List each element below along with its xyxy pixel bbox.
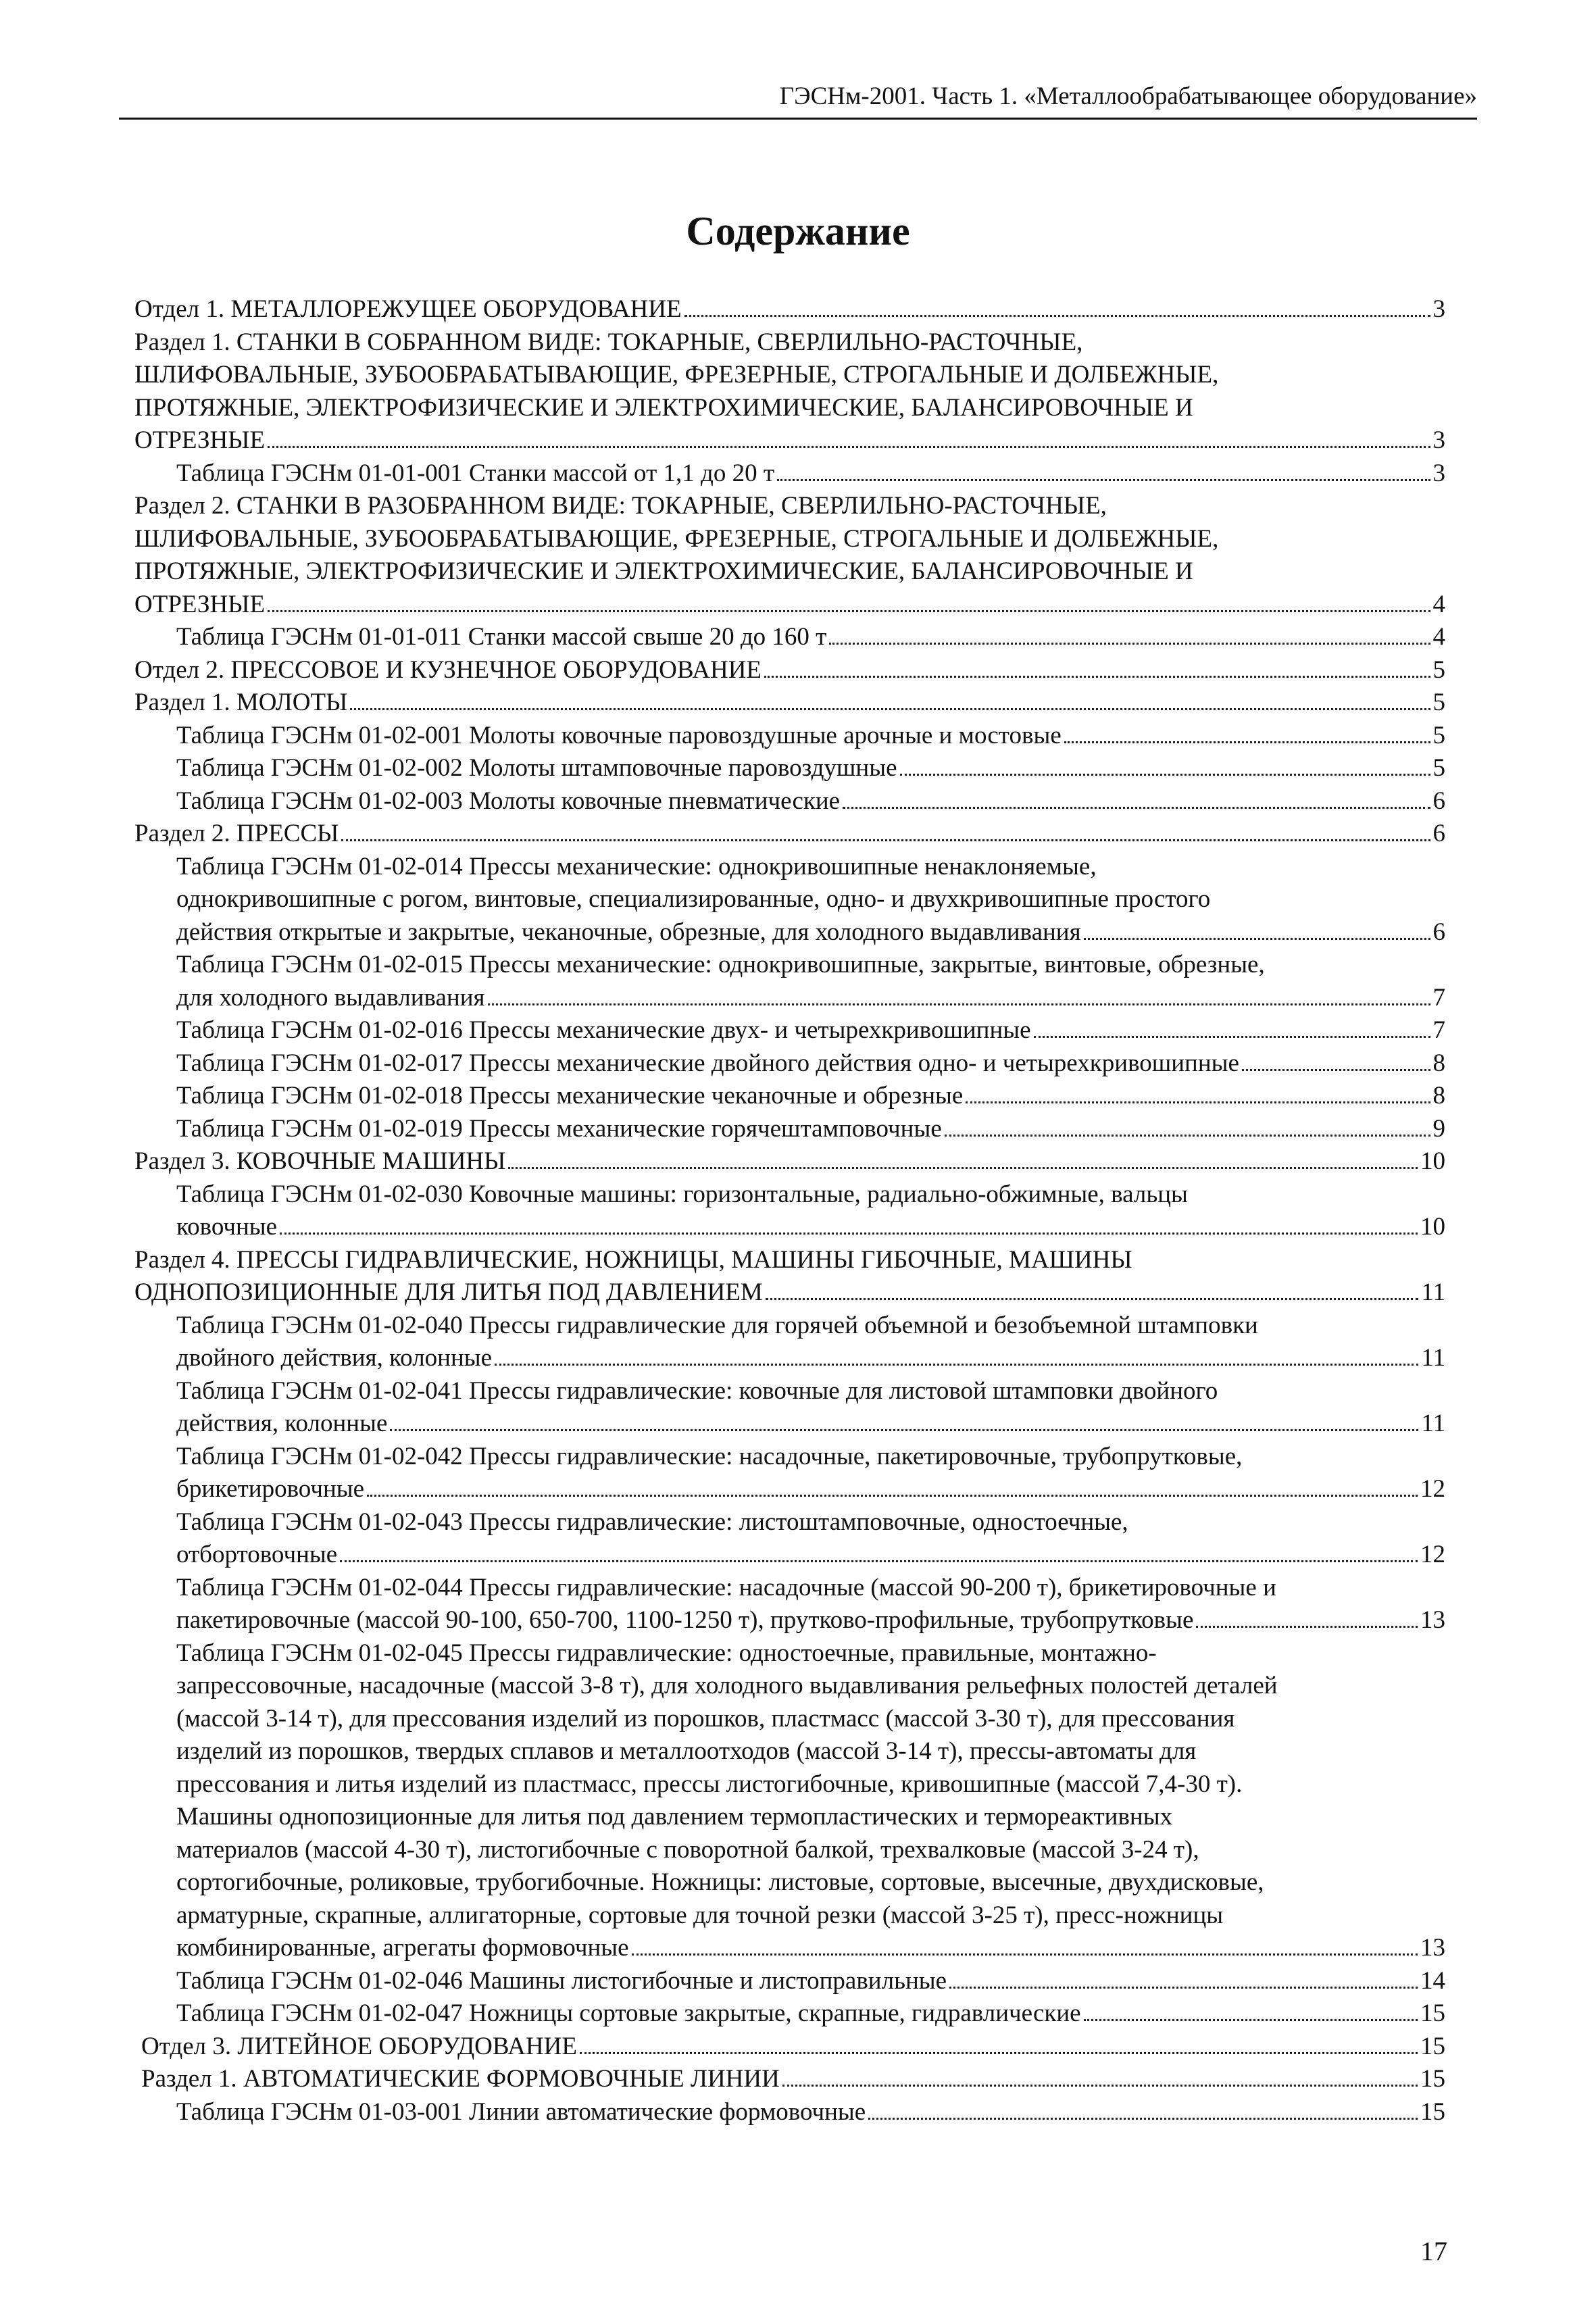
toc-entry-last-line xyxy=(176,1080,1445,1113)
toc-entry-line: Таблица ГЭСНм 01-02-042 Прессы гидравлические: насадочные, пакетировочные, трубопрутковые, xyxy=(176,1442,1243,1470)
toc-entry-line: Таблица ГЭСНм 01-02-014 Прессы механические: однокривошипные ненаклоняемые, xyxy=(176,852,1097,880)
toc-entry-last-line xyxy=(176,1997,1445,2031)
toc-entry[interactable] xyxy=(134,490,1445,621)
toc-page-number: 8 xyxy=(1432,1049,1445,1077)
toc-page-number: 15 xyxy=(1420,2065,1445,2093)
toc-entry-last-line xyxy=(176,621,1445,654)
toc-entry-line: изделий из порошков, твердых сплавов и металлоотходов (массой 3-14 т), прессы-автоматы для xyxy=(176,1737,1197,1765)
toc-entry-last-line xyxy=(176,1342,1445,1375)
dot-leader xyxy=(966,1101,1430,1103)
toc-entry-last-line xyxy=(134,687,1445,720)
toc-page-number: 6 xyxy=(1432,918,1445,946)
dot-leader xyxy=(268,446,1430,448)
toc-entry-line: Раздел 1. АВТОМАТИЧЕСКИЕ ФОРМОВОЧНЫЕ ЛИНИИ xyxy=(141,2065,780,2093)
toc-entry-last-line xyxy=(176,1965,1445,1998)
toc-entry-last-line xyxy=(176,1211,1445,1244)
toc-entry-line: Таблица ГЭСНм 01-02-016 Прессы механические двух- и четырехкривошипные xyxy=(176,1016,1031,1044)
toc-page-number: 6 xyxy=(1432,820,1445,847)
toc-entry-line: отбортовочные xyxy=(176,1541,338,1568)
toc-entry[interactable] xyxy=(134,949,1445,1014)
toc-entry-line: ОТРЕЗНЫЕ xyxy=(134,426,266,454)
toc-entry[interactable] xyxy=(134,1014,1445,1047)
toc-page-number: 15 xyxy=(1420,2032,1445,2060)
toc-entry-line: Таблица ГЭСНм 01-02-002 Молоты штамповочные паровоздушные xyxy=(176,754,897,782)
toc-entry-line: прессования и литья изделий из пластмасс, прессы листогибочные, кривошипные (массой 7,4-30 т). xyxy=(176,1770,1243,1798)
toc-entry-line: ПРОТЯЖНЫЕ, ЭЛЕКТРОФИЗИЧЕСКИЕ И ЭЛЕКТРОХИМИЧЕСКИЕ, БАЛАНСИРОВОЧНЫЕ И xyxy=(134,393,1193,422)
toc-entry[interactable] xyxy=(134,326,1445,457)
toc-entry-last-line xyxy=(176,1113,1445,1146)
toc-entry-line: Раздел 2. СТАНКИ В РАЗОБРАННОМ ВИДЕ: ТОКАРНЫЕ, СВЕРЛИЛЬНО-РАСТОЧНЫЕ, xyxy=(134,492,1107,520)
toc-entry-line: Таблица ГЭСНм 01-03-001 Линии автоматические формовочные xyxy=(176,2097,866,2126)
toc-entry-line: запрессовочные, насадочные (массой 3-8 т), для холодного выдавливания рельефных полостей деталей xyxy=(176,1672,1278,1699)
toc-entry-last-line xyxy=(134,818,1445,851)
toc-entry-last-line xyxy=(176,1014,1445,1047)
running-header: ГЭСНм-2001. Часть 1. «Металлообрабатывающее оборудование» xyxy=(119,80,1477,120)
toc-entry-last-line xyxy=(176,2096,1445,2129)
toc-entry-line: Машины однопозиционные для литья под давлением термопластических и термореактивных xyxy=(176,1803,1173,1831)
toc-entry-line: Таблица ГЭСНм 01-01-001 Станки массой от 1,1 до 20 т xyxy=(176,459,774,487)
dot-leader xyxy=(766,1298,1419,1300)
toc-entry[interactable] xyxy=(134,752,1445,785)
toc-entry[interactable] xyxy=(134,1178,1445,1244)
dot-leader xyxy=(367,1495,1418,1497)
toc-entry-line: Отдел 3. ЛИТЕЙНОЕ ОБОРУДОВАНИЕ xyxy=(141,2032,578,2060)
toc-entry-line: Таблица ГЭСНм 01-02-019 Прессы механические горячештамповочные xyxy=(176,1114,942,1143)
dot-leader xyxy=(829,643,1430,645)
toc-entry[interactable] xyxy=(134,654,1445,687)
dot-leader xyxy=(900,774,1430,776)
dot-leader xyxy=(1064,741,1430,743)
toc-page-number: 9 xyxy=(1432,1114,1445,1143)
toc-page-number: 7 xyxy=(1432,1016,1445,1044)
toc-entry-last-line xyxy=(176,1539,1445,1572)
toc-entry-line: Таблица ГЭСНм 01-02-040 Прессы гидравлические для горячей объемной и безобъемной штамповки xyxy=(176,1311,1258,1339)
toc-entry-line: Таблица ГЭСНм 01-02-043 Прессы гидравлические: листоштамповочные, одностоечные, xyxy=(176,1508,1128,1536)
toc-page-number: 5 xyxy=(1432,754,1445,782)
toc-page-number: 15 xyxy=(1420,2097,1445,2126)
dot-leader xyxy=(1196,1626,1418,1628)
toc-entry[interactable] xyxy=(134,2031,1445,2064)
toc-entry[interactable] xyxy=(134,720,1445,753)
toc-page-number: 14 xyxy=(1420,1966,1445,1995)
toc-entry-line: Таблица ГЭСНм 01-02-045 Прессы гидравлические: одностоечные, правильные, монтажно- xyxy=(176,1639,1157,1667)
dot-leader xyxy=(580,2052,1418,2054)
toc-page-number: 5 xyxy=(1432,655,1445,684)
toc-entry[interactable] xyxy=(134,1997,1445,2031)
toc-entry-last-line xyxy=(176,982,1445,1015)
dot-leader xyxy=(777,479,1430,481)
toc-entry-line: Таблица ГЭСНм 01-02-003 Молоты ковочные пневматические xyxy=(176,787,841,815)
dot-leader xyxy=(280,1233,1418,1235)
toc-entry-last-line xyxy=(176,785,1445,818)
table-of-contents xyxy=(134,293,1445,2129)
toc-entry-line: Таблица ГЭСНм 01-02-018 Прессы механические чеканочные и обрезные xyxy=(176,1082,964,1110)
dot-leader xyxy=(390,1429,1418,1431)
toc-entry-line: Раздел 1. МОЛОТЫ xyxy=(134,689,348,716)
toc-entry[interactable] xyxy=(134,1244,1445,1310)
toc-entry-last-line xyxy=(176,457,1445,491)
toc-entry-last-line xyxy=(134,589,1445,622)
toc-entry-line: Отдел 2. ПРЕССОВОЕ И КУЗНЕЧНОЕ ОБОРУДОВАНИЕ xyxy=(134,655,762,684)
toc-entry-last-line xyxy=(176,916,1445,949)
toc-entry[interactable] xyxy=(134,1375,1445,1441)
toc-entry-last-line xyxy=(176,720,1445,753)
toc-entry-line: Таблица ГЭСНм 01-02-030 Ковочные машины: горизонтальные, радиально-обжимные, вальцы xyxy=(176,1180,1188,1208)
toc-page-number: 10 xyxy=(1420,1147,1445,1175)
toc-entry[interactable] xyxy=(134,457,1445,491)
toc-page-number: 3 xyxy=(1432,295,1445,323)
toc-page-number: 11 xyxy=(1421,1278,1445,1306)
toc-entry-last-line xyxy=(134,654,1445,687)
dot-leader xyxy=(488,1003,1430,1005)
toc-page-number: 3 xyxy=(1432,426,1445,454)
toc-entry[interactable] xyxy=(134,1145,1445,1178)
toc-entry-last-line xyxy=(176,1047,1445,1080)
toc-entry-line: Таблица ГЭСНм 01-01-011 Станки массой свыше 20 до 160 т xyxy=(176,623,827,651)
toc-entry-last-line xyxy=(176,1473,1445,1506)
toc-page-number: 4 xyxy=(1432,623,1445,651)
toc-entry-line: ОДНОПОЗИЦИОННЫЕ ДЛЯ ЛИТЬЯ ПОД ДАВЛЕНИЕМ xyxy=(134,1278,763,1306)
toc-page-number: 12 xyxy=(1420,1475,1445,1503)
dot-leader xyxy=(340,1560,1418,1562)
toc-entry[interactable] xyxy=(134,293,1445,326)
toc-page-number: 7 xyxy=(1432,983,1445,1012)
toc-entry-line: арматурные, скрапные, аллигаторные, сортовые для точной резки (массой 3-25 т), пресс-ножницы xyxy=(176,1901,1224,1929)
toc-entry[interactable] xyxy=(134,1310,1445,1375)
toc-entry[interactable] xyxy=(134,851,1445,949)
toc-page-number: 10 xyxy=(1420,1213,1445,1241)
dot-leader xyxy=(1084,938,1430,940)
toc-entry-last-line xyxy=(134,1145,1445,1178)
toc-entry[interactable] xyxy=(134,1080,1445,1113)
toc-page-number: 8 xyxy=(1432,1082,1445,1110)
toc-entry-last-line xyxy=(176,752,1445,785)
page-title: Содержание xyxy=(686,209,910,253)
toc-page-number: 13 xyxy=(1420,1934,1445,1962)
dot-leader xyxy=(684,315,1430,317)
dot-leader xyxy=(868,2118,1418,2120)
toc-entry-line: ПРОТЯЖНЫЕ, ЭЛЕКТРОФИЗИЧЕСКИЕ И ЭЛЕКТРОХИМИЧЕСКИЕ, БАЛАНСИРОВОЧНЫЕ И xyxy=(134,557,1193,585)
toc-entry-last-line xyxy=(176,1408,1445,1441)
toc-entry-line: Раздел 4. ПРЕССЫ ГИДРАВЛИЧЕСКИЕ, НОЖНИЦЫ, МАШИНЫ ГИБОЧНЫЕ, МАШИНЫ xyxy=(134,1245,1132,1274)
dot-leader xyxy=(764,676,1430,678)
toc-entry[interactable] xyxy=(134,1572,1445,1637)
toc-entry-line: брикетировочные xyxy=(176,1475,365,1503)
toc-entry-line: Таблица ГЭСНм 01-02-044 Прессы гидравлические: насадочные (массой 90-200 т), брикетировочные и xyxy=(176,1573,1276,1601)
toc-entry-line: пакетировочные (массой 90-100, 650-700, 1100-1250 т), прутково-профильные, трубопрутковые xyxy=(176,1606,1194,1634)
toc-entry-last-line xyxy=(141,2063,1445,2096)
toc-entry[interactable] xyxy=(134,621,1445,654)
dot-leader xyxy=(495,1364,1418,1366)
page-number: 17 xyxy=(1420,2236,1447,2266)
toc-entry-last-line xyxy=(176,1932,1445,1965)
toc-entry-line: ШЛИФОВАЛЬНЫЕ, ЗУБООБРАБАТЫВАЮЩИЕ, ФРЕЗЕРНЫЕ, СТРОГАЛЬНЫЕ И ДОЛБЕЖНЫЕ, xyxy=(134,361,1219,389)
toc-entry[interactable] xyxy=(134,1047,1445,1080)
toc-entry-last-line xyxy=(134,293,1445,326)
toc-entry-last-line xyxy=(176,1604,1445,1637)
toc-entry-last-line xyxy=(134,424,1445,457)
toc-entry-line: Отдел 1. МЕТАЛЛОРЕЖУЩЕЕ ОБОРУДОВАНИЕ xyxy=(134,295,682,323)
dot-leader xyxy=(1084,2019,1418,2021)
toc-entry-line: ковочные xyxy=(176,1213,278,1241)
toc-entry-line: действия, колонные xyxy=(176,1410,388,1437)
toc-entry-line: (массой 3-14 т), для прессования изделий из порошков, пластмасс (массой 3-30 т), для прессования xyxy=(176,1704,1235,1733)
toc-entry[interactable] xyxy=(134,2063,1445,2096)
toc-page-number: 13 xyxy=(1420,1606,1445,1634)
toc-entry-line: Таблица ГЭСНм 01-02-001 Молоты ковочные паровоздушные арочные и мостовые xyxy=(176,721,1062,749)
toc-entry-line: однокривошипные с рогом, винтовые, специализированные, одно- и двухкривошипные простого xyxy=(176,885,1211,913)
toc-entry-line: ОТРЕЗНЫЕ xyxy=(134,590,266,618)
dot-leader xyxy=(782,2085,1418,2087)
toc-page-number: 6 xyxy=(1432,787,1445,815)
toc-entry[interactable] xyxy=(134,1113,1445,1146)
toc-entry[interactable] xyxy=(134,785,1445,818)
dot-leader xyxy=(632,1953,1418,1956)
toc-page-number: 11 xyxy=(1421,1410,1445,1437)
toc-entry[interactable] xyxy=(134,687,1445,720)
toc-page-number: 5 xyxy=(1432,721,1445,749)
toc-entry-line: Таблица ГЭСНм 01-02-046 Машины листогибочные и листоправильные xyxy=(176,1966,947,1995)
toc-entry[interactable] xyxy=(134,1441,1445,1506)
toc-entry-line: материалов (массой 4-30 т), листогибочные с поворотной балкой, трехвалковые (массой 3-24 т), xyxy=(176,1835,1199,1864)
toc-page-number: 12 xyxy=(1420,1541,1445,1568)
toc-entry-last-line xyxy=(141,2031,1445,2064)
dot-leader xyxy=(949,1987,1418,1989)
dot-leader xyxy=(1242,1069,1430,1071)
toc-entry-line: двойного действия, колонные xyxy=(176,1344,493,1372)
toc-entry-last-line xyxy=(134,1276,1445,1310)
toc-page-number: 15 xyxy=(1420,1999,1445,2027)
dot-leader xyxy=(508,1167,1418,1169)
toc-entry-line: действия открытые и закрытые, чеканочные, обрезные, для холодного выдавливания xyxy=(176,918,1081,946)
toc-entry[interactable] xyxy=(134,2096,1445,2129)
toc-entry-line: Раздел 3. КОВОЧНЫЕ МАШИНЫ xyxy=(134,1147,506,1175)
toc-entry-line: сортогибочные, роликовые, трубогибочные. Ножницы: листовые, сортовые, высечные, двухдисковые, xyxy=(176,1868,1264,1896)
toc-entry-line: Таблица ГЭСНм 01-02-015 Прессы механические: однокривошипные, закрытые, винтовые, обрезные, xyxy=(176,951,1265,978)
dot-leader xyxy=(945,1135,1430,1137)
toc-entry-line: комбинированные, агрегаты формовочные xyxy=(176,1934,629,1962)
dot-leader xyxy=(1034,1036,1430,1038)
dot-leader xyxy=(268,610,1430,612)
toc-entry-line: Раздел 1. СТАНКИ В СОБРАННОМ ВИДЕ: ТОКАРНЫЕ, СВЕРЛИЛЬНО-РАСТОЧНЫЕ, xyxy=(134,328,1083,356)
toc-entry[interactable] xyxy=(134,818,1445,851)
toc-entry[interactable] xyxy=(134,1965,1445,1998)
toc-entry[interactable] xyxy=(134,1506,1445,1572)
dot-leader xyxy=(843,807,1430,809)
dot-leader xyxy=(341,839,1430,841)
toc-page-number: 3 xyxy=(1432,459,1445,487)
toc-entry-line: ШЛИФОВАЛЬНЫЕ, ЗУБООБРАБАТЫВАЮЩИЕ, ФРЕЗЕРНЫЕ, СТРОГАЛЬНЫЕ И ДОЛБЕЖНЫЕ, xyxy=(134,524,1219,553)
toc-entry[interactable] xyxy=(134,1637,1445,1965)
toc-entry-line: Раздел 2. ПРЕССЫ xyxy=(134,820,339,847)
toc-page-number: 11 xyxy=(1421,1344,1445,1372)
toc-entry-line: для холодного выдавливания xyxy=(176,983,485,1012)
dot-leader xyxy=(350,708,1430,710)
toc-page-number: 4 xyxy=(1432,590,1445,618)
toc-page-number: 5 xyxy=(1432,689,1445,716)
toc-entry-line: Таблица ГЭСНм 01-02-017 Прессы механические двойного действия одно- и четырехкривошипные xyxy=(176,1049,1239,1077)
toc-entry-line: Таблица ГЭСНм 01-02-047 Ножницы сортовые закрытые, скрапные, гидравлические xyxy=(176,1999,1081,2027)
toc-entry-line: Таблица ГЭСНм 01-02-041 Прессы гидравлические: ковочные для листовой штамповки двойного xyxy=(176,1376,1218,1405)
